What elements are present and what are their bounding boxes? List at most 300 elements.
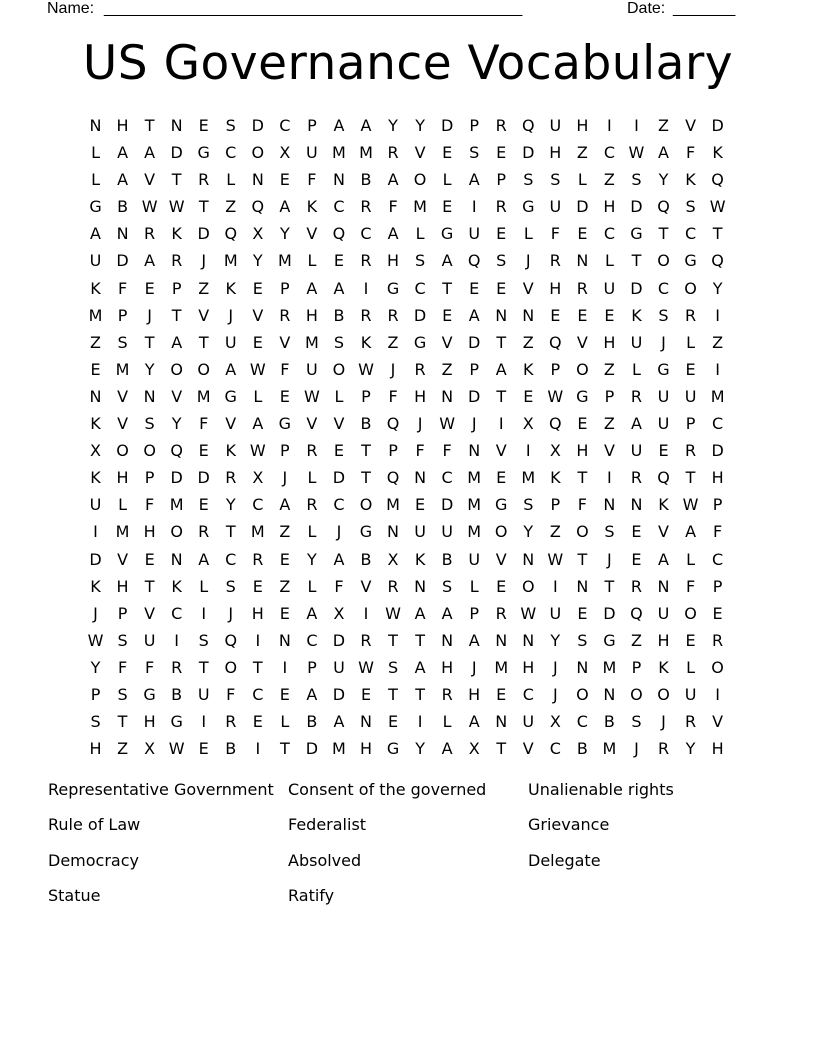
- grid-letter: N: [495, 305, 508, 325]
- grid-letter: I: [715, 684, 720, 704]
- grid-letter: G: [495, 495, 508, 515]
- grid-letter: A: [468, 630, 480, 650]
- grid-letter: C: [603, 143, 615, 163]
- grid-letter: J: [471, 657, 477, 677]
- grid-letter: S: [117, 630, 128, 650]
- grid-letter: X: [549, 441, 561, 461]
- grid-letter: L: [686, 657, 696, 677]
- grid-letter: Q: [224, 224, 238, 244]
- grid-letter: A: [630, 414, 642, 434]
- grid-letter: C: [225, 143, 237, 163]
- word-list-item: Ratify: [288, 886, 335, 906]
- grid-letter: M: [250, 522, 265, 542]
- grid-letter: H: [603, 332, 616, 352]
- grid-row: [82, 464, 732, 491]
- grid-letter: R: [630, 468, 643, 488]
- grid-letter: I: [715, 305, 720, 325]
- grid-letter: H: [359, 739, 372, 759]
- grid-letter: J: [228, 603, 234, 623]
- word-list: [48, 778, 788, 920]
- grid-letter: R: [684, 305, 697, 325]
- grid-letter: O: [197, 359, 210, 379]
- grid-letter: Q: [467, 251, 481, 271]
- grid-letter: N: [495, 712, 508, 732]
- grid-letter: E: [198, 739, 209, 759]
- grid-letter: C: [549, 739, 561, 759]
- grid-letter: A: [658, 143, 669, 163]
- grid-letter: H: [89, 739, 102, 759]
- grid-letter: O: [224, 657, 238, 677]
- grid-letter: S: [496, 251, 507, 271]
- grid-letter: Y: [171, 414, 182, 434]
- grid-letter: P: [496, 170, 507, 190]
- grid-letter: H: [116, 468, 129, 488]
- grid-letter: I: [201, 712, 207, 732]
- grid-letter: T: [144, 332, 155, 352]
- grid-letter: R: [576, 278, 588, 298]
- grid-letter: E: [252, 712, 263, 732]
- grid-letter: M: [413, 197, 427, 217]
- grid-letter: E: [631, 522, 642, 542]
- grid-letter: E: [442, 143, 453, 163]
- grid-row: [82, 518, 732, 545]
- grid-letter: I: [93, 522, 98, 542]
- grid-letter: C: [306, 630, 318, 650]
- grid-letter: A: [306, 603, 318, 623]
- grid-letter: U: [468, 549, 481, 569]
- grid-letter: R: [306, 495, 318, 515]
- grid-letter: E: [469, 278, 480, 298]
- grid-letter: H: [711, 739, 724, 759]
- grid-letter: L: [604, 251, 614, 271]
- grid-letter: A: [441, 739, 453, 759]
- word-list-item: Democracy: [48, 850, 139, 870]
- grid-letter: F: [550, 224, 560, 244]
- grid-letter: T: [496, 332, 507, 352]
- name-label: Name:: [47, 0, 95, 17]
- grid-letter: S: [631, 170, 642, 190]
- grid-letter: H: [116, 116, 129, 135]
- grid-letter: W: [520, 603, 537, 623]
- grid-letter: R: [360, 305, 372, 325]
- grid-letter: L: [632, 359, 641, 379]
- grid-letter: M: [223, 251, 238, 271]
- grid-row: [82, 627, 732, 654]
- grid-letter: O: [359, 495, 373, 515]
- grid-letter: Y: [388, 116, 398, 135]
- word-list-row: [48, 813, 788, 848]
- grid-letter: I: [607, 116, 612, 135]
- grid-letter: Y: [279, 224, 290, 244]
- grid-letter: T: [415, 630, 425, 650]
- grid-letter: V: [333, 414, 345, 434]
- grid-letter: Z: [603, 359, 615, 379]
- grid-letter: X: [144, 739, 156, 759]
- grid-letter: L: [307, 468, 317, 488]
- grid-letter: N: [630, 495, 643, 515]
- grid-letter: N: [522, 305, 535, 325]
- grid-letter: N: [522, 630, 535, 650]
- grid-letter: E: [496, 576, 507, 596]
- grid-letter: K: [90, 414, 101, 434]
- grid-letter: E: [387, 712, 399, 732]
- grid-row: [82, 600, 732, 627]
- grid-letter: R: [495, 603, 507, 623]
- grid-letter: E: [279, 170, 290, 190]
- grid-letter: T: [658, 224, 669, 244]
- grid-letter: J: [552, 684, 558, 704]
- grid-letter: P: [469, 116, 479, 135]
- grid-letter: N: [414, 576, 427, 596]
- grid-letter: P: [631, 657, 642, 677]
- grid-letter: E: [496, 224, 507, 244]
- grid-letter: I: [417, 712, 423, 732]
- grid-letter: A: [252, 414, 264, 434]
- grid-letter: T: [117, 712, 128, 732]
- grid-letter: U: [657, 603, 670, 623]
- grid-letter: N: [360, 712, 372, 732]
- grid-letter: F: [577, 495, 587, 515]
- grid-letter: U: [549, 197, 562, 217]
- grid-letter: D: [170, 468, 183, 488]
- header-line: [47, 0, 747, 20]
- grid-letter: R: [684, 712, 697, 732]
- grid-letter: X: [279, 143, 291, 163]
- grid-letter: W: [168, 739, 185, 759]
- word-list-item: Grievance: [528, 815, 610, 835]
- grid-letter: M: [467, 522, 482, 542]
- grid-letter: N: [441, 630, 454, 650]
- grid-letter: A: [171, 332, 183, 352]
- grid-letter: N: [89, 386, 102, 406]
- grid-letter: K: [658, 495, 669, 515]
- grid-letter: A: [685, 522, 697, 542]
- grid-letter: V: [522, 739, 534, 759]
- grid-letter: O: [684, 603, 697, 623]
- grid-letter: J: [147, 305, 152, 325]
- grid-letter: Q: [657, 468, 670, 488]
- grid-letter: M: [494, 657, 509, 677]
- grid-letter: R: [144, 224, 156, 244]
- grid-letter: F: [685, 576, 696, 596]
- grid-letter: M: [359, 143, 373, 163]
- grid-letter: Z: [630, 630, 642, 650]
- grid-letter: A: [658, 549, 669, 569]
- grid-letter: Z: [603, 414, 615, 434]
- grid-letter: B: [576, 739, 588, 759]
- grid-letter: N: [657, 576, 670, 596]
- grid-letter: R: [414, 359, 426, 379]
- grid-letter: V: [685, 116, 697, 135]
- grid-letter: I: [255, 739, 261, 759]
- grid-letter: D: [89, 549, 102, 569]
- grid-letter: T: [577, 549, 588, 569]
- grid-letter: X: [522, 414, 534, 434]
- grid-letter: Y: [415, 116, 425, 135]
- grid-letter: T: [388, 684, 398, 704]
- grid-letter: P: [171, 278, 182, 298]
- grid-letter: Y: [685, 739, 696, 759]
- grid-letter: K: [523, 359, 534, 379]
- grid-letter: B: [360, 549, 372, 569]
- grid-letter: B: [441, 549, 453, 569]
- grid-letter: E: [415, 495, 426, 515]
- grid-letter: O: [251, 143, 265, 163]
- grid-letter: T: [712, 224, 723, 244]
- grid-letter: F: [685, 143, 696, 163]
- grid-letter: J: [634, 739, 639, 759]
- grid-letter: D: [332, 468, 346, 488]
- grid-letter: U: [549, 116, 562, 135]
- grid-letter: J: [661, 712, 666, 732]
- grid-letter: F: [415, 441, 425, 461]
- grid-letter: S: [117, 332, 128, 352]
- grid-letter: Q: [332, 224, 346, 244]
- word-list-row: [48, 849, 788, 884]
- grid-letter: A: [333, 712, 345, 732]
- grid-letter: V: [414, 143, 426, 163]
- grid-letter: X: [252, 468, 264, 488]
- grid-letter: R: [171, 657, 183, 677]
- grid-letter: Q: [711, 251, 724, 271]
- grid-letter: L: [577, 170, 587, 190]
- grid-letter: Y: [307, 549, 317, 569]
- grid-letter: E: [333, 251, 344, 271]
- grid-letter: C: [603, 224, 615, 244]
- grid-letter: I: [255, 630, 261, 650]
- grid-letter: D: [576, 197, 589, 217]
- word-list-item: Consent of the governed: [288, 780, 487, 799]
- grid-letter: O: [521, 576, 535, 596]
- grid-letter: R: [225, 468, 237, 488]
- grid-letter: R: [549, 251, 561, 271]
- grid-letter: T: [496, 386, 507, 406]
- grid-letter: R: [279, 305, 291, 325]
- grid-letter: D: [522, 143, 535, 163]
- grid-letter: M: [467, 468, 482, 488]
- grid-letter: G: [170, 712, 183, 732]
- grid-letter: E: [279, 603, 290, 623]
- grid-row: [82, 302, 732, 329]
- grid-letter: A: [144, 143, 156, 163]
- grid-letter: H: [251, 603, 264, 623]
- grid-letter: D: [440, 495, 454, 515]
- grid-letter: H: [414, 386, 427, 406]
- grid-letter: A: [306, 278, 318, 298]
- grid-letter: T: [144, 576, 155, 596]
- grid-letter: C: [252, 495, 264, 515]
- grid-letter: Y: [90, 657, 101, 677]
- grid-letter: L: [199, 576, 209, 596]
- grid-letter: N: [603, 684, 616, 704]
- grid-letter: P: [144, 468, 155, 488]
- grid-letter: S: [685, 197, 696, 217]
- grid-letter: V: [658, 522, 669, 542]
- grid-letter: M: [277, 251, 292, 271]
- grid-letter: A: [198, 549, 210, 569]
- grid-letter: V: [576, 332, 588, 352]
- grid-letter: U: [630, 441, 643, 461]
- grid-letter: K: [550, 468, 561, 488]
- grid-letter: E: [252, 278, 263, 298]
- grid-letter: E: [631, 549, 642, 569]
- grid-letter: D: [468, 386, 481, 406]
- grid-letter: G: [603, 630, 616, 650]
- grid-letter: V: [603, 441, 615, 461]
- grid-letter: Z: [658, 116, 669, 135]
- grid-letter: T: [388, 630, 398, 650]
- grid-letter: I: [525, 441, 531, 461]
- grid-letter: N: [116, 224, 129, 244]
- grid-letter: T: [361, 468, 371, 488]
- grid-letter: V: [306, 414, 318, 434]
- grid-letter: H: [116, 576, 129, 596]
- grid-letter: G: [522, 197, 535, 217]
- grid-letter: I: [607, 468, 612, 488]
- grid-letter: V: [117, 386, 129, 406]
- grid-letter: S: [333, 332, 345, 352]
- grid-letter: P: [117, 603, 128, 623]
- grid-letter: S: [631, 712, 642, 732]
- grid-row: [82, 410, 732, 437]
- grid-letter: O: [657, 684, 670, 704]
- grid-letter: E: [198, 116, 209, 135]
- grid-letter: A: [279, 197, 291, 217]
- grid-letter: N: [576, 251, 589, 271]
- grid-letter: H: [549, 143, 562, 163]
- word-list-item: Unalienable rights: [528, 780, 674, 799]
- grid-letter: M: [332, 739, 346, 759]
- grid-letter: A: [414, 603, 426, 623]
- grid-letter: U: [630, 332, 643, 352]
- grid-letter: B: [360, 170, 372, 190]
- grid-letter: B: [171, 684, 183, 704]
- grid-letter: K: [90, 468, 101, 488]
- grid-letter: I: [552, 576, 558, 596]
- grid-row: [82, 681, 732, 708]
- grid-letter: T: [496, 739, 507, 759]
- grid-letter: S: [90, 712, 101, 732]
- grid-letter: G: [224, 386, 237, 406]
- grid-letter: W: [87, 630, 104, 650]
- grid-letter: R: [360, 197, 372, 217]
- grid-letter: W: [249, 441, 266, 461]
- grid-letter: E: [496, 278, 507, 298]
- grid-letter: R: [171, 251, 183, 271]
- grid-letter: F: [713, 522, 723, 542]
- grid-letter: K: [414, 549, 426, 569]
- grid-letter: E: [577, 603, 588, 623]
- grid-letter: P: [712, 495, 723, 515]
- grid-letter: A: [387, 224, 399, 244]
- grid-letter: S: [604, 522, 615, 542]
- grid-letter: G: [630, 224, 643, 244]
- grid-letter: J: [607, 549, 612, 569]
- grid-letter: M: [386, 495, 400, 515]
- grid-letter: F: [226, 684, 236, 704]
- grid-letter: N: [468, 441, 481, 461]
- grid-letter: G: [143, 684, 156, 704]
- grid-letter: D: [305, 739, 319, 759]
- grid-letter: L: [334, 386, 344, 406]
- grid-letter: K: [171, 224, 182, 244]
- grid-letter: A: [360, 116, 372, 135]
- grid-letter: O: [494, 522, 508, 542]
- grid-letter: E: [685, 630, 696, 650]
- grid-letter: G: [89, 197, 102, 217]
- grid-letter: C: [333, 197, 345, 217]
- grid-letter: F: [388, 386, 398, 406]
- grid-letter: L: [442, 712, 452, 732]
- grid-letter: K: [685, 170, 696, 190]
- grid-letter: T: [198, 332, 209, 352]
- grid-letter: V: [712, 712, 724, 732]
- grid-letter: J: [552, 657, 558, 677]
- grid-letter: N: [332, 170, 345, 190]
- grid-letter: N: [441, 386, 454, 406]
- grid-letter: H: [522, 657, 535, 677]
- grid-letter: U: [89, 251, 102, 271]
- grid-letter: E: [333, 441, 344, 461]
- grid-letter: L: [469, 576, 479, 596]
- grid-letter: A: [468, 170, 480, 190]
- grid-letter: F: [199, 414, 209, 434]
- grid-letter: K: [306, 197, 318, 217]
- word-list-item: Absolved: [288, 850, 362, 870]
- grid-letter: K: [225, 441, 236, 461]
- grid-letter: T: [415, 684, 425, 704]
- grid-letter: N: [143, 386, 156, 406]
- grid-letter: E: [252, 576, 263, 596]
- grid-letter: A: [225, 359, 237, 379]
- grid-letter: C: [279, 116, 291, 135]
- grid-letter: T: [604, 576, 615, 596]
- grid-letter: Y: [415, 739, 425, 759]
- grid-letter: P: [90, 684, 101, 704]
- grid-letter: T: [144, 116, 155, 135]
- grid-row: [82, 491, 732, 518]
- grid-letter: E: [279, 684, 290, 704]
- grid-letter: J: [282, 468, 288, 488]
- grid-letter: O: [630, 684, 643, 704]
- grid-letter: N: [387, 522, 400, 542]
- grid-letter: A: [90, 224, 101, 244]
- grid-letter: M: [115, 522, 130, 542]
- grid-letter: O: [684, 278, 697, 298]
- grid-letter: M: [304, 332, 319, 352]
- grid-letter: A: [333, 278, 345, 298]
- grid-letter: I: [498, 414, 504, 434]
- grid-letter: E: [604, 305, 615, 325]
- grid-letter: A: [117, 170, 129, 190]
- grid-letter: N: [414, 468, 427, 488]
- grid-letter: L: [415, 224, 425, 244]
- grid-letter: I: [282, 657, 288, 677]
- grid-letter: E: [442, 197, 453, 217]
- grid-row: [82, 573, 732, 600]
- grid-letter: C: [712, 414, 724, 434]
- grid-letter: K: [712, 143, 723, 163]
- grid-letter: Z: [225, 197, 237, 217]
- grid-letter: S: [550, 170, 561, 190]
- grid-letter: U: [657, 414, 670, 434]
- grid-letter: Q: [657, 197, 670, 217]
- grid-letter: B: [117, 197, 129, 217]
- grid-letter: A: [441, 603, 453, 623]
- grid-letter: A: [333, 116, 345, 135]
- grid-letter: E: [144, 549, 155, 569]
- grid-letter: G: [359, 522, 373, 542]
